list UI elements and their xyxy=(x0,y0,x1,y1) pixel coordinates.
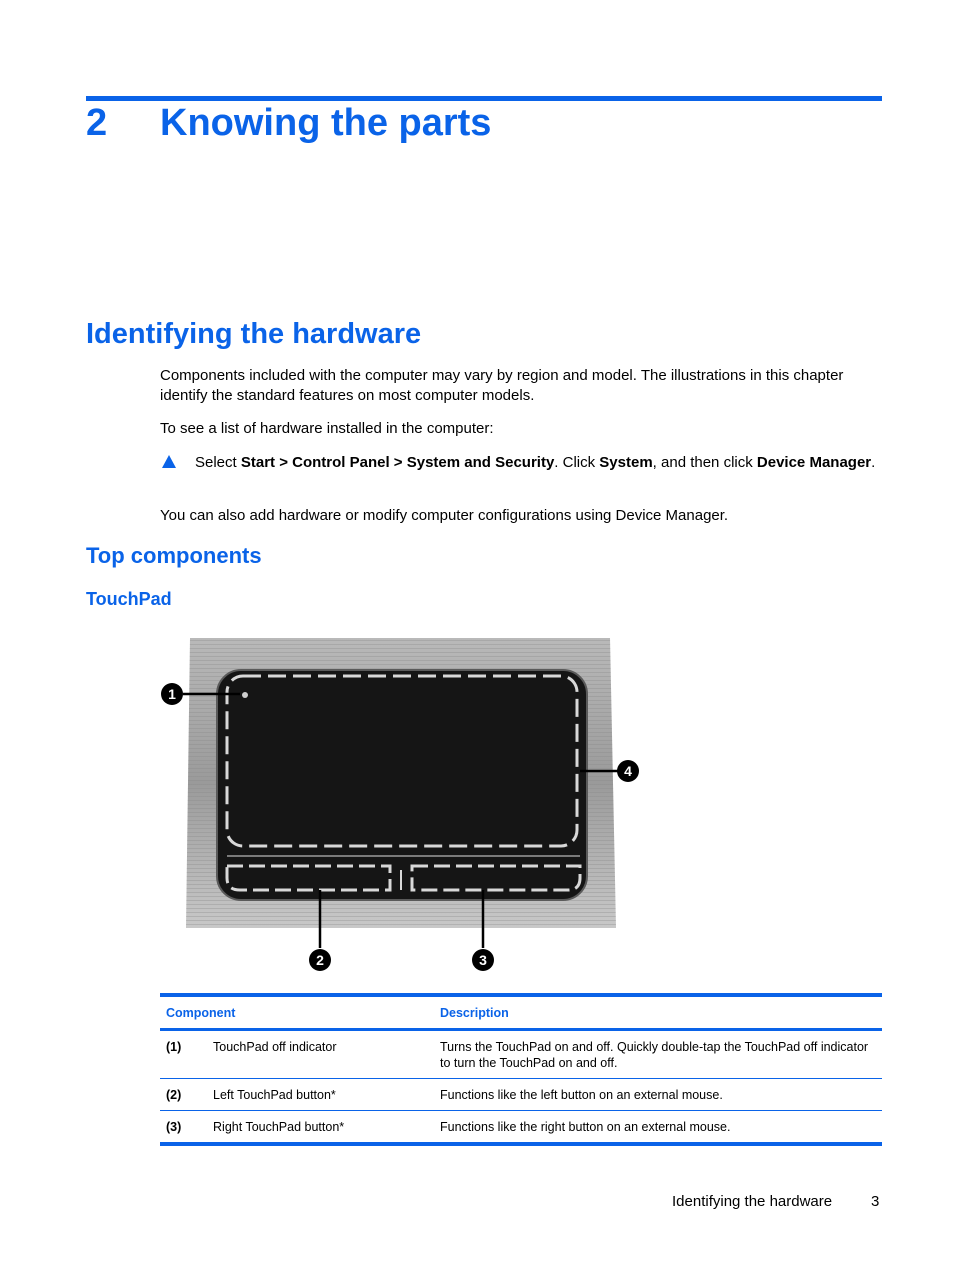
callout-2 xyxy=(309,949,331,971)
step-text-2: . Click xyxy=(554,454,600,471)
chapter-title: Knowing the parts xyxy=(160,102,492,144)
row-description: Functions like the right button on an external mouse. xyxy=(434,1111,882,1145)
subsection-title: Top components xyxy=(86,543,262,568)
row-description: Turns the TouchPad on and off. Quickly double-tap the TouchPad off indicator to turn the TouchPad on and off. xyxy=(434,1030,882,1079)
also-paragraph: You can also add hardware or modify computer configurations using Device Manager. xyxy=(160,507,729,524)
callout-4 xyxy=(617,760,639,782)
callout-3 xyxy=(472,949,494,971)
touchpad-illustration xyxy=(150,628,650,976)
table-row xyxy=(160,1111,882,1145)
intro-paragraph: Components included with the computer may vary by region and model. The illustrations in this chapter identify the standard features on most computer models. xyxy=(160,367,844,404)
step-path: Start > Control Panel > System and Security xyxy=(240,454,555,471)
off-indicator-light xyxy=(242,692,248,698)
footer-page-number: 3 xyxy=(871,1193,880,1210)
list-lead-paragraph: To see a list of hardware installed in the computer: xyxy=(160,420,494,437)
chapter-number: 2 xyxy=(86,102,108,144)
row-number: (3) xyxy=(160,1111,207,1145)
step-system: System xyxy=(599,454,653,471)
step-text-1: Select xyxy=(195,454,241,471)
triangle-bullet-icon xyxy=(162,455,176,468)
row-component: Right TouchPad button* xyxy=(207,1111,434,1145)
callout-1 xyxy=(161,683,183,705)
step-text-4: . xyxy=(871,454,876,471)
header-component: Component xyxy=(160,995,434,1030)
table-header-row xyxy=(160,995,882,1030)
callout-1-label: 1 xyxy=(168,686,176,702)
table-row xyxy=(160,1079,882,1111)
row-description: Functions like the left button on an external mouse. xyxy=(434,1079,882,1111)
table-row xyxy=(160,1030,882,1079)
footer-section-label: Identifying the hardware xyxy=(672,1193,833,1210)
chapter-rule xyxy=(86,96,882,101)
row-number: (2) xyxy=(160,1079,207,1111)
callout-3-label: 3 xyxy=(479,952,487,968)
callout-4-label: 4 xyxy=(624,763,632,779)
subsubsection-title: TouchPad xyxy=(86,589,172,609)
step-instruction xyxy=(195,453,885,473)
section-title: Identifying the hardware xyxy=(86,318,422,350)
components-table xyxy=(160,993,882,1146)
header-description: Description xyxy=(434,995,882,1030)
callout-2-label: 2 xyxy=(316,952,324,968)
step-text-3: , and then click xyxy=(652,454,757,471)
step-device-manager: Device Manager xyxy=(756,454,872,471)
row-component: Left TouchPad button* xyxy=(207,1079,434,1111)
row-component: TouchPad off indicator xyxy=(207,1030,434,1079)
row-number: (1) xyxy=(160,1030,207,1079)
